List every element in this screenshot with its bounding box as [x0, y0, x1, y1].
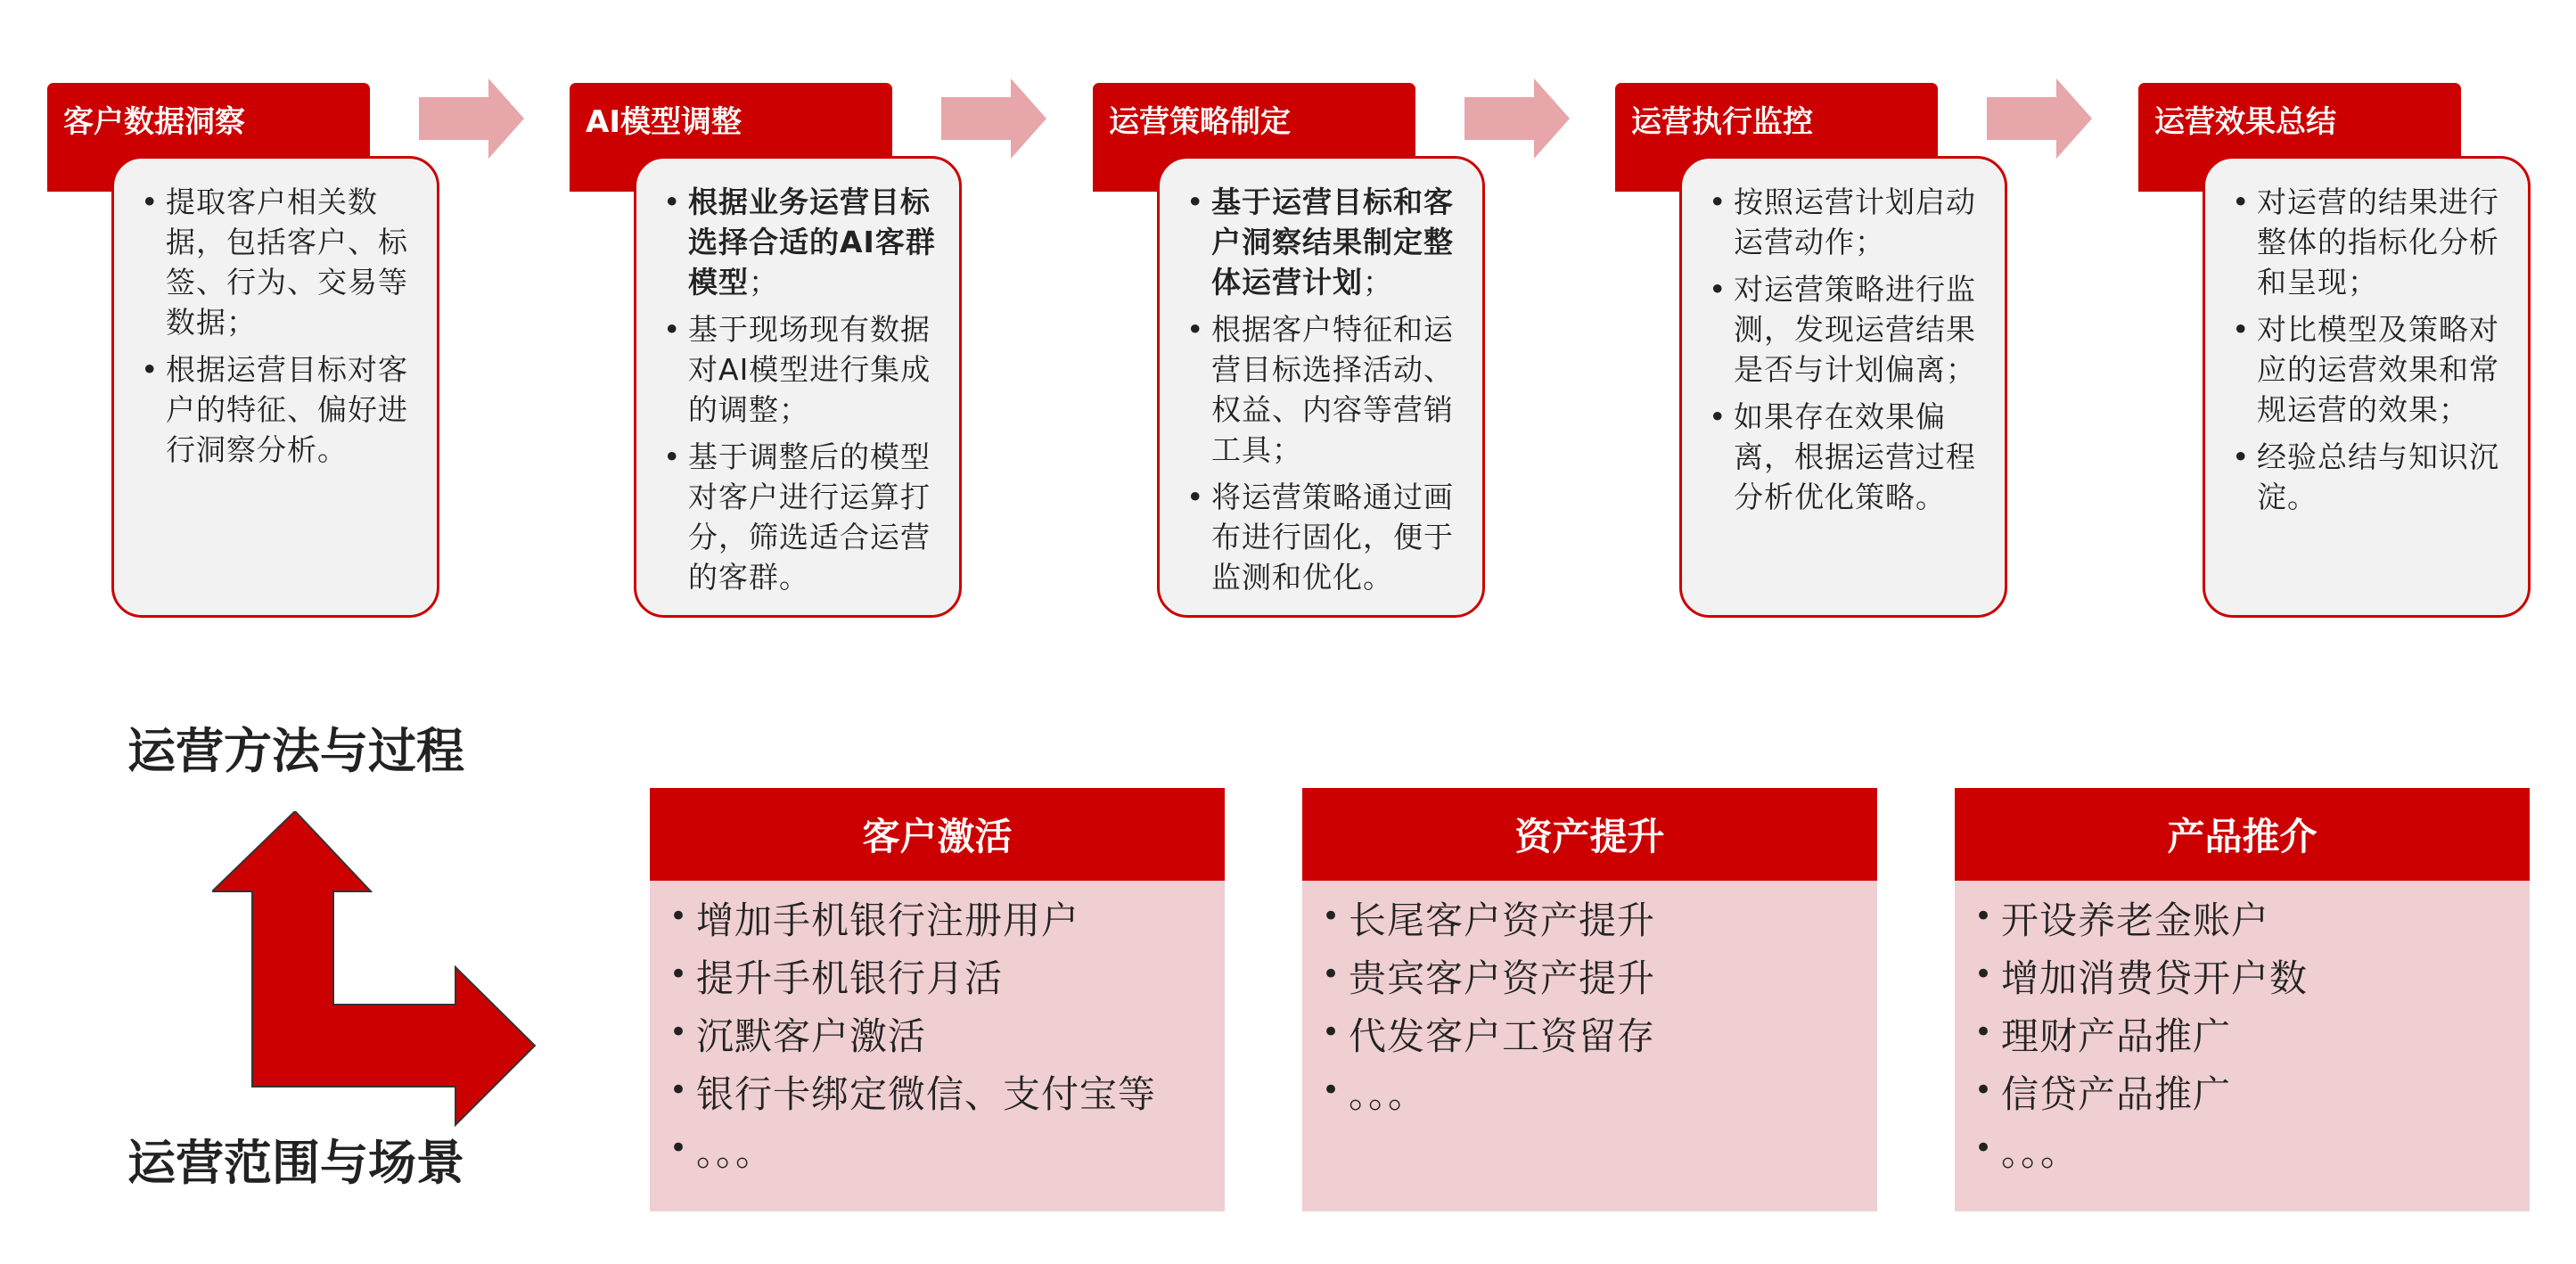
- step-item: • 提取客户相关数据，包括客户、标签、行为、交易等数据；: [166, 182, 421, 342]
- panel-asset-growth: [1302, 788, 1877, 1211]
- panel-item: • 代发客户工资留存: [1349, 1007, 1877, 1065]
- step-4: [1615, 83, 2012, 622]
- panel-item: • 增加消费贷开户数: [2001, 949, 2530, 1007]
- step-item: • 基于调整后的模型对客户进行运算打分，筛选适合运营的客群。: [688, 437, 943, 597]
- panel-product-promotion: [1955, 788, 2530, 1211]
- flow-arrow-icon: [1987, 78, 2092, 159]
- step-item: • 对运营策略进行监测，发现运营结果是否与计划偏离；: [1734, 269, 1989, 390]
- step-title: 运营执行监控: [1631, 104, 1813, 140]
- panel-item: • 提升手机银行月活: [696, 949, 1225, 1007]
- panel-item: • 信贷产品推广: [2001, 1065, 2530, 1123]
- step-title: 运营策略制定: [1109, 104, 1291, 140]
- step-box: [634, 156, 962, 618]
- panel-item: • 沉默客户激活: [696, 1007, 1225, 1065]
- step-item: • 基于运营目标和客户洞察结果制定整体运营计划；: [1211, 182, 1466, 302]
- step-box: [2203, 156, 2531, 618]
- panel-item: • 增加手机银行注册用户: [696, 891, 1225, 949]
- step-item: • 对运营的结果进行整体的指标化分析和呈现；: [2257, 182, 2512, 302]
- panel-title: 产品推介: [1955, 788, 2530, 881]
- panel-item: • 开设养老金账户: [2001, 891, 2530, 949]
- step-item: • 经验总结与知识沉淀。: [2257, 437, 2512, 517]
- step-title: 客户数据洞察: [63, 104, 245, 140]
- step-title: 运营效果总结: [2154, 104, 2336, 140]
- panel-item: • 。。。: [2001, 1123, 2530, 1181]
- step-item: • 根据客户特征和运营目标选择活动、权益、内容等营销工具；: [1211, 309, 1466, 470]
- flow-arrow-icon: [419, 78, 524, 159]
- step-3: [1093, 83, 1489, 622]
- step-item: • 对比模型及策略对应的运营效果和常规运营的效果；: [2257, 309, 2512, 430]
- l-arrow-icon: [212, 811, 537, 1128]
- panel-item: • 银行卡绑定微信、支付宝等: [696, 1065, 1225, 1123]
- step-box: [1157, 156, 1485, 618]
- flow-arrow-icon: [941, 78, 1046, 159]
- panel-title: 客户激活: [650, 788, 1225, 881]
- step-title: AI模型调整: [586, 104, 742, 140]
- step-item: • 根据运营目标对客户的特征、偏好进行洞察分析。: [166, 349, 421, 470]
- step-item: • 基于现场现有数据对AI模型进行集成的调整；: [688, 309, 943, 430]
- panel-item: • 贵宾客户资产提升: [1349, 949, 1877, 1007]
- step-item: • 如果存在效果偏离，根据运营过程分析优化策略。: [1734, 397, 1989, 517]
- step-box: [111, 156, 439, 618]
- method-label: 运营方法与过程: [127, 723, 464, 779]
- panel-item: • 。。。: [1349, 1065, 1877, 1123]
- step-item: • 根据业务运营目标选择合适的AI客群模型；: [688, 182, 943, 302]
- step-2: [570, 83, 966, 622]
- panel-item: • 。。。: [696, 1123, 1225, 1181]
- step-item: • 按照运营计划启动运营动作；: [1734, 182, 1989, 262]
- flow-arrow-icon: [1464, 78, 1570, 159]
- step-5: [2138, 83, 2535, 622]
- panel-item: • 理财产品推广: [2001, 1007, 2530, 1065]
- step-box: [1679, 156, 2007, 618]
- scope-label: 运营范围与场景: [127, 1135, 464, 1191]
- step-item: • 将运营策略通过画布进行固化，便于监测和优化。: [1211, 477, 1466, 597]
- panel-title: 资产提升: [1302, 788, 1877, 881]
- step-1: [47, 83, 444, 622]
- panel-item: • 长尾客户资产提升: [1349, 891, 1877, 949]
- panel-customer-activation: [650, 788, 1225, 1211]
